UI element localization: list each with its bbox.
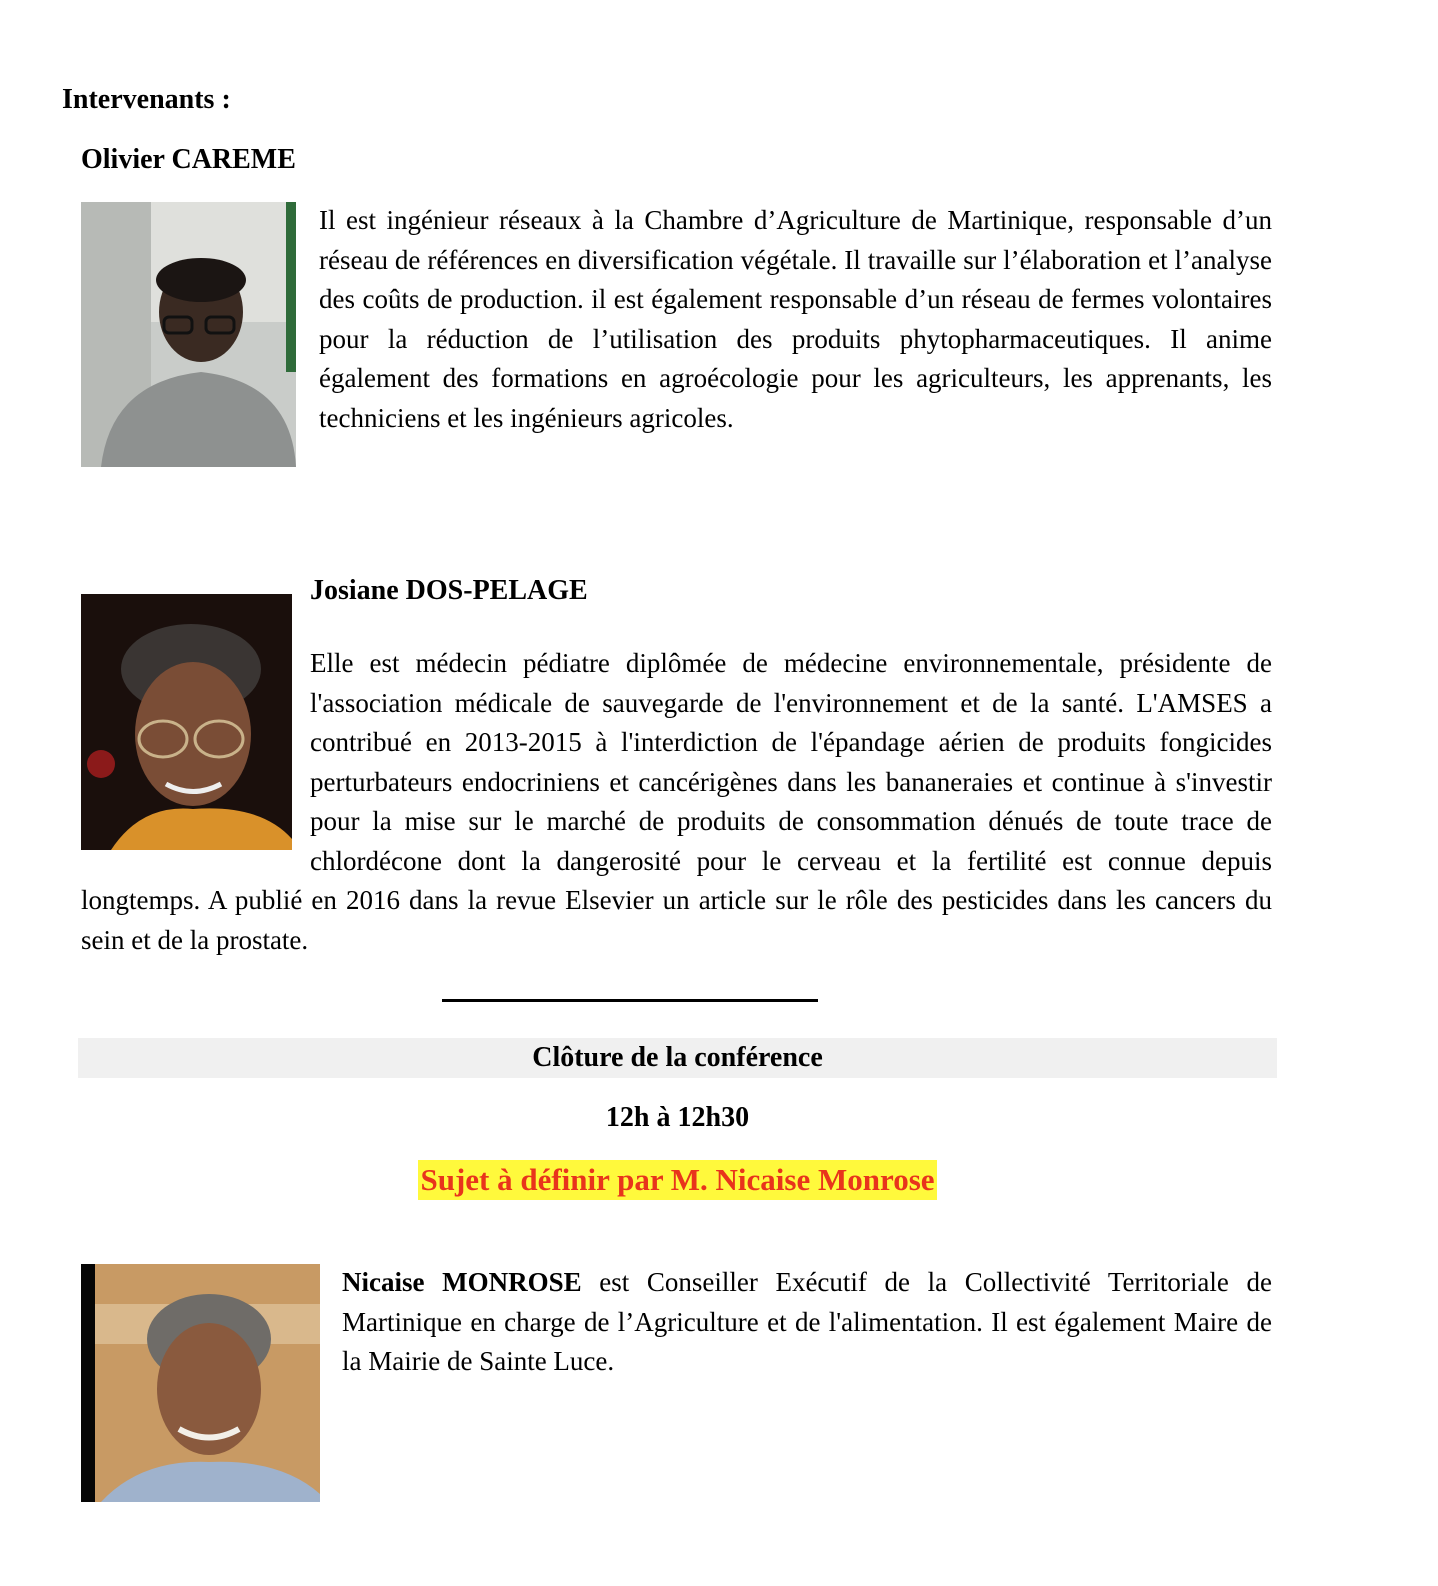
- speaker2-block: [81, 594, 1272, 960]
- speaker1-bio: Il est ingénieur réseaux à la Chambre d’Agriculture de Martinique, responsable d’un réseau de références en diversification végétale. Il travaille sur l’élaboration et l’analyse des coûts de production. il est également responsable d’un réseau de fermes volontaires pour la réduction de l’utilisation des produits phytopharmaceutiques. Il anime également des formations en agroécologie pour les agriculteurs, les apprenants, les techniciens et les ingénieurs agricoles.: [319, 205, 1272, 433]
- speaker3-bio: est Conseiller Exécutif de la Collectivité Territoriale de Martinique en charge de l’Agriculture et de l'alimentation. Il est également Maire de la Mairie de Sainte Luce.: [342, 1267, 1272, 1376]
- speaker2-bio: Elle est médecin pédiatre diplômée de médecine environnementale, présidente de l'association médicale de sauvegarde de l'environnement et de la santé. L'AMSES a contribué en 2013-2015 à l'interdiction de l'épandage aérien de produits fongicides perturbateurs endocriniens et cancérigènes dans les bananeraies et continue à s'investir pour la mise sur le marché de produits de consommation dénués de toute trace de chlordécone dont la dangerosité pour le cerveau et la fertilité est connue depuis longtemps. A publié en 2016 dans la revue Elsevier un article sur le rôle des pesticides dans les cancers du sein et de la prostate.: [81, 648, 1272, 955]
- speaker1-name: Olivier CAREME: [81, 144, 296, 175]
- section-divider: [442, 999, 818, 1002]
- speaker1-photo: [81, 202, 296, 467]
- speaker2-name: Josiane DOS-PELAGE: [310, 575, 588, 606]
- closing-subject: Sujet à définir par M. Nicaise Monrose: [418, 1160, 936, 1200]
- closing-title: Clôture de la conférence: [532, 1042, 823, 1073]
- speaker3-name: Nicaise MONROSE: [342, 1267, 582, 1297]
- closing-time: 12h à 12h30: [605, 1102, 750, 1133]
- speaker2-photo: [81, 594, 292, 850]
- speaker3-photo: [81, 1264, 320, 1502]
- speaker3-bio-wrap: [342, 1263, 1272, 1382]
- intervenants-heading: Intervenants :: [62, 84, 231, 115]
- closing-subject-wrap: [78, 1160, 1277, 1200]
